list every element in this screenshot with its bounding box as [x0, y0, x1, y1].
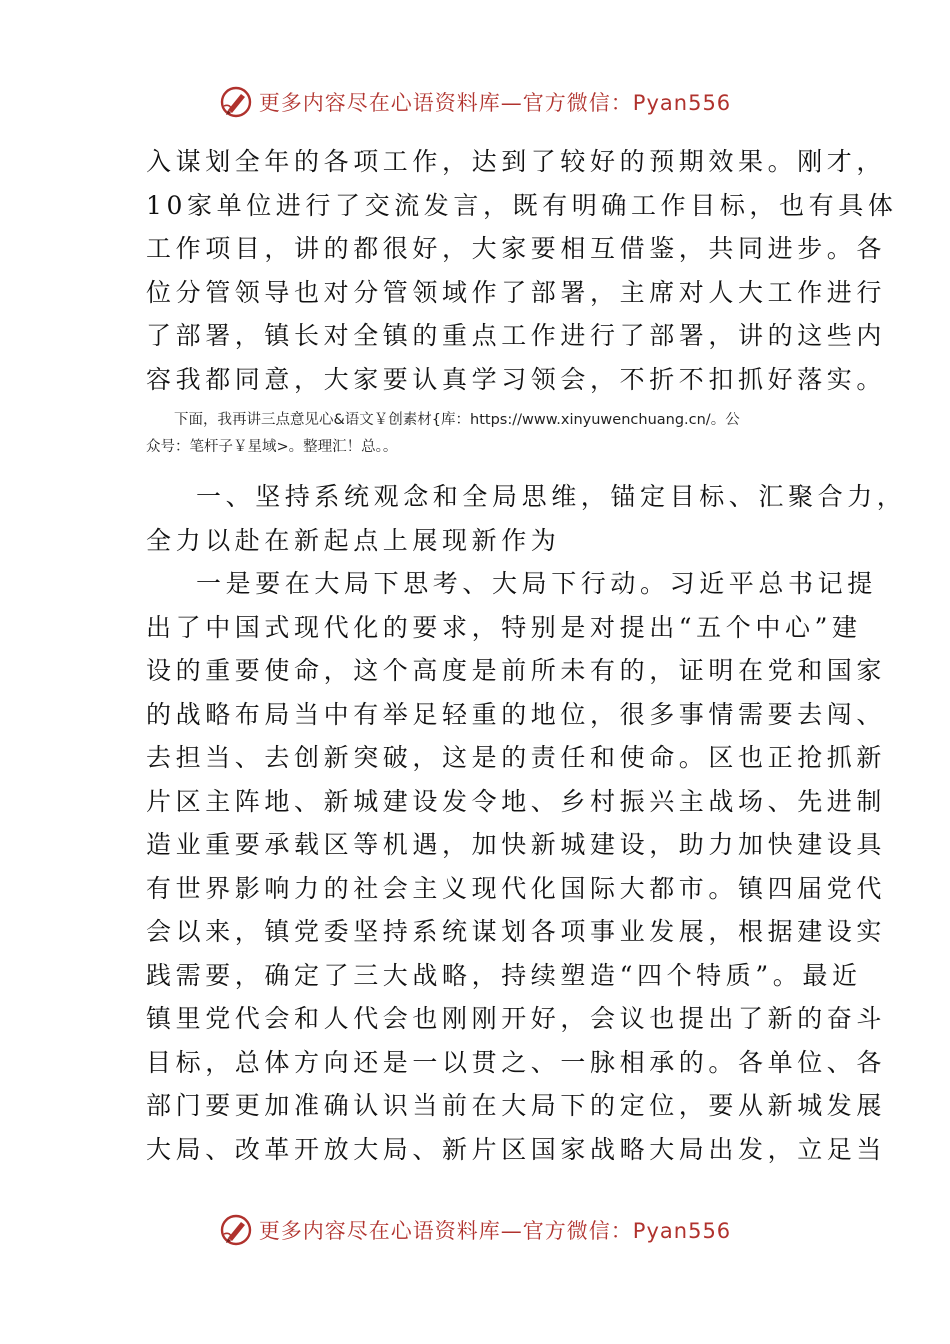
text-line: 有世界影响力的社会主义现代化国际大都市。镇四届党代	[146, 873, 887, 903]
banner-text: 更多内容尽在心语资料库—官方微信：Pyan556	[258, 1219, 732, 1243]
note-line: 下面，我再讲三点意见心&语文￥创素材{库：https://www.xinyuwenchuang.cn/。公	[174, 412, 740, 428]
text-line: 造业重要承载区等机遇，加快新城建设，助力加快建设具	[146, 830, 887, 859]
header-banner	[0, 82, 950, 122]
text-line: 容我都同意，大家要认真学习领会，不折不扣抓好落实。	[146, 364, 887, 394]
banner-text: 更多内容尽在心语资料库—官方微信：Pyan556	[258, 91, 732, 115]
heading-line: 全力以赴在新起点上展现新作为	[146, 525, 561, 555]
section-heading	[146, 475, 907, 562]
pen-logo-icon	[219, 85, 253, 119]
footer-banner	[0, 1210, 950, 1250]
text-line: 位分管领导也对分管领域作了部署，主席对人大工作进行	[146, 277, 887, 307]
text-line: 部门要更加准确认识当前在大局下的定位，要从新城发展	[146, 1091, 887, 1120]
text-line: 一是要在大局下思考、大局下行动。习近平总书记提	[196, 569, 877, 598]
source-note	[146, 407, 816, 461]
text-line: 会以来，镇党委坚持系统谋划各项事业发展，根据建设实	[146, 917, 887, 946]
text-line: 的战略布局当中有举足轻重的地位，很多事情需要去闯、	[146, 699, 887, 729]
text-line: 片区主阵地、新城建设发令地、乡村振兴主战场、先进制	[146, 786, 887, 816]
text-line: 目标，总体方向还是一以贯之、一脉相承的。各单位、各	[146, 1047, 887, 1077]
text-line: 10家单位进行了交流发言，既有明确工作目标，也有具体	[146, 190, 898, 220]
text-line: 设的重要使命，这个高度是前所未有的，证明在党和国家	[146, 656, 887, 685]
document-body	[146, 140, 907, 1171]
text-line: 出了中国式现代化的要求，特别是对提出“五个中心”建	[146, 612, 862, 642]
note-line: 众号：笔杆子￥星域>。整理汇！总。。	[146, 439, 398, 455]
heading-line: 一、坚持系统观念和全局思维，锚定目标、汇聚合力，	[196, 482, 907, 511]
text-line: 镇里党代会和人代会也刚刚开好，会议也提出了新的奋斗	[146, 1004, 887, 1033]
text-line: 践需要，确定了三大战略，持续塑造“四个特质”。最近	[146, 960, 862, 990]
pen-logo-icon	[219, 1213, 253, 1247]
text-line: 入谋划全年的各项工作，达到了较好的预期效果。刚才，	[146, 147, 887, 176]
text-line: 了部署，镇长对全镇的重点工作进行了部署，讲的这些内	[146, 321, 887, 350]
text-line: 工作项目，讲的都很好，大家要相互借鉴，共同进步。各	[146, 234, 887, 263]
paragraph	[146, 140, 898, 401]
paragraph	[146, 562, 887, 1171]
text-line: 大局、改革开放大局、新片区国家战略大局出发，立足当	[146, 1134, 887, 1164]
text-line: 去担当、去创新突破，这是的责任和使命。区也正抢抓新	[146, 743, 887, 772]
